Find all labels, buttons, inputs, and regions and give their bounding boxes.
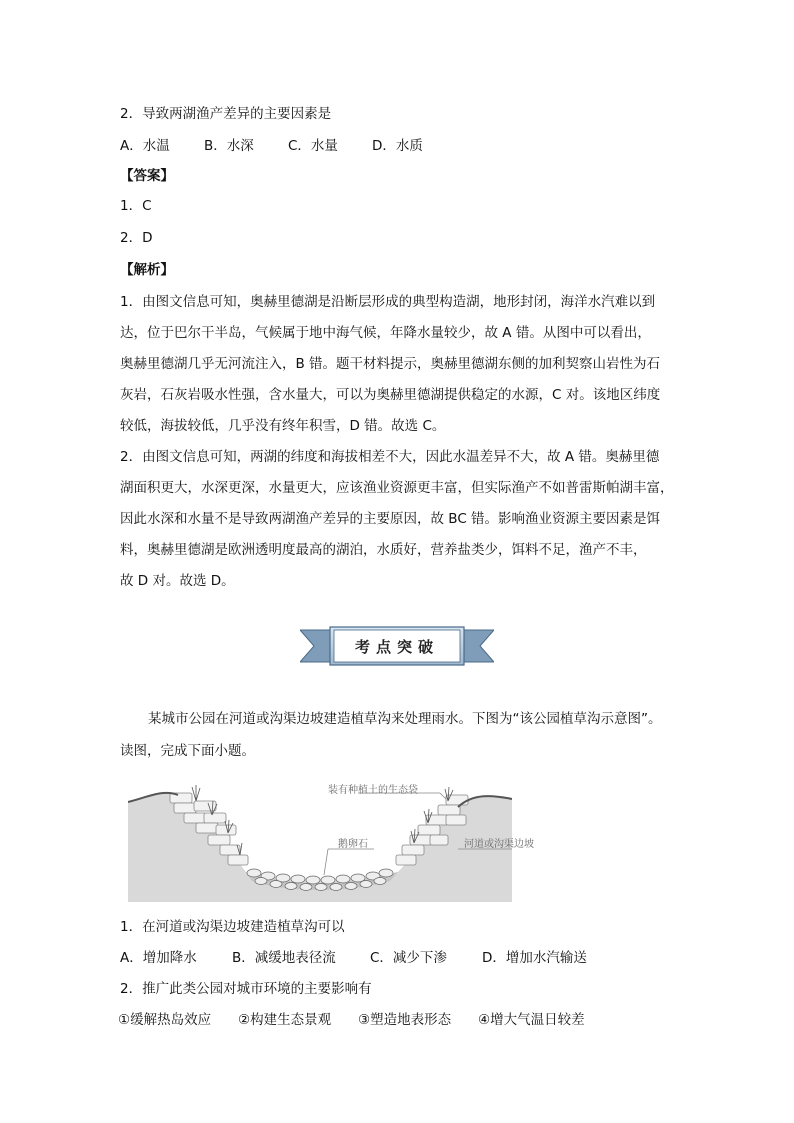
analysis-line: 较低，海拔较低，几乎没有终年积雪，D 错。故选 C。: [120, 418, 446, 434]
option-d: D．水质: [372, 138, 423, 154]
question-1-options: [120, 948, 587, 968]
analysis-line: 1．由图文信息可知，奥赫里德湖是沿断层形成的典型构造湖，地形封闭，海洋水汽难以到: [120, 294, 656, 310]
option-a: A．水温: [120, 138, 170, 154]
answer-1: 1．C: [120, 198, 152, 214]
choice-4: ④增大气温日较差: [478, 1012, 585, 1028]
analysis-line: 奥赫里德湖几乎无河流注入，B 错。题干材料提示，奥赫里德湖东侧的加利契察山岩性为石: [120, 356, 661, 372]
option-c: C．水量: [288, 138, 338, 154]
analysis-line: 灰岩，石灰岩吸水性强，含水量大，可以为奥赫里德湖提供稳定的水源，C 对。该地区纬度: [120, 387, 661, 403]
swale-diagram: [128, 777, 534, 902]
answer-heading: 【答案】: [120, 168, 174, 184]
option-c: C．减少下渗: [370, 950, 447, 966]
analysis-line: 2．由图文信息可知，两湖的纬度和海拔相差不大，因此水温差异不大，故 A 错。奥赫里德: [120, 449, 660, 465]
section-banner: [300, 626, 494, 666]
question-2-prev-options: [120, 136, 423, 156]
label-slope: 河道或沟渠边坡: [464, 839, 534, 850]
option-b: B．减缓地表径流: [232, 950, 336, 966]
analysis-line: 料，奥赫里德湖是欧洲透明度最高的湖泊，水质好，营养盐类少，饵料不足，渔产不丰，: [120, 542, 647, 558]
analysis-line: 故 D 对。故选 D。: [120, 573, 235, 589]
banner-title: 考点突破: [354, 638, 439, 656]
option-a: A．增加降水: [120, 950, 197, 966]
analysis-line: 湖面积更大，水深更深，水量更大，应该渔业资源更丰富，但实际渔产不如普雷斯帕湖丰富，: [120, 480, 674, 496]
stem-line-1: 某城市公园在河道或沟渠边坡建造植草沟来处理雨水。下图为“该公园植草沟示意图”。: [148, 711, 662, 727]
question-2: 2．推广此类公园对城市环境的主要影响有: [120, 981, 372, 997]
choice-3: ③塑造地表形态: [358, 1012, 452, 1028]
question-2-prev: 2．导致两湖渔产差异的主要因素是: [120, 106, 332, 122]
option-d: D．增加水汽输送: [482, 950, 587, 966]
question-2-options: [118, 1010, 585, 1030]
analysis-line: 达，位于巴尔干半岛，气候属于地中海气候，年降水量较少，故 A 错。从图中可以看出，: [120, 325, 651, 341]
stem-line-2: 读图，完成下面小题。: [120, 743, 255, 759]
choice-2: ②构建生态景观: [238, 1012, 332, 1028]
label-pebble: 鹅卵石: [338, 839, 368, 850]
answer-2: 2．D: [120, 230, 153, 246]
choice-1: ①缓解热岛效应: [118, 1012, 212, 1028]
option-b: B．水深: [204, 138, 254, 154]
analysis-heading: 【解析】: [120, 262, 174, 278]
question-1: 1．在河道或沟渠边坡建造植草沟可以: [120, 919, 345, 935]
analysis-line: 因此水深和水量不是导致两湖渔产差异的主要原因，故 BC 错。影响渔业资源主要因素是饵: [120, 511, 661, 527]
swale-cross-section-icon: [128, 777, 512, 902]
label-eco-bag: 装有种植土的生态袋: [328, 785, 418, 796]
